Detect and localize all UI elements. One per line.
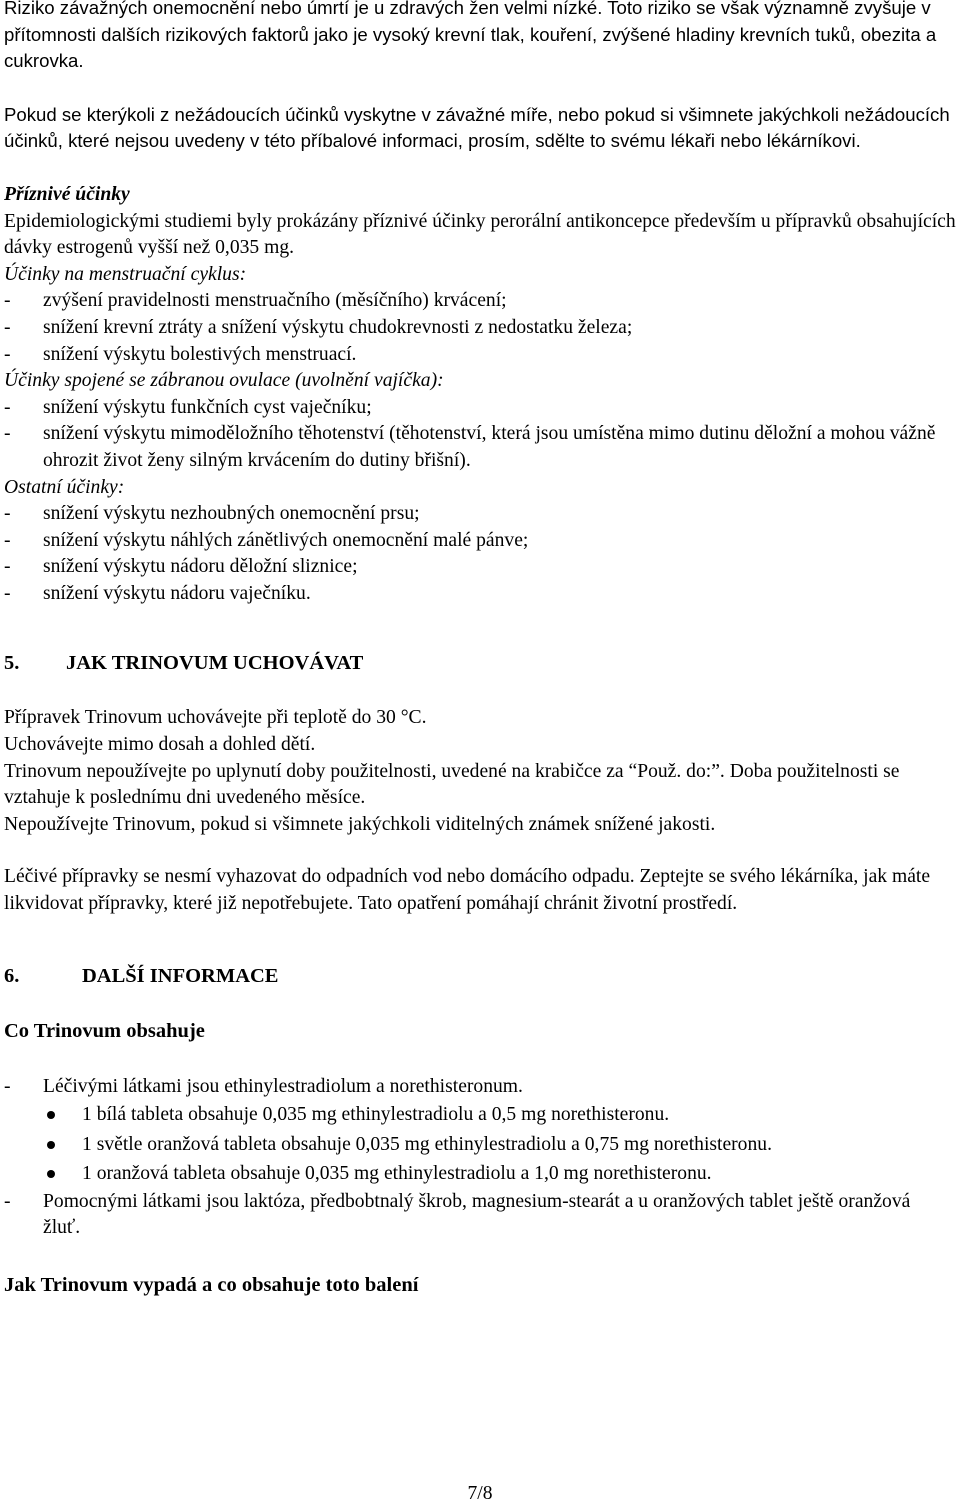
tablet-item: 1 oranžová tableta obsahuje 0,035 mg ethinylestradiolu a 1,0 mg norethisteronu. xyxy=(4,1159,956,1189)
contents-subtitle: Co Trinovum obsahuje xyxy=(4,1019,205,1042)
report-paragraph: Pokud se kterýkoli z nežádoucích účinků vyskytne v závažné míře, nebo pokud si všimnete jakýchkoli nežádoucích účinků, které nejsou uvedeny v této příbalové informaci, prosím, sdělte to svému lékaři nebo lékárníkovi. xyxy=(4,103,950,152)
page-number: 7/8 xyxy=(467,1483,493,1504)
list-item: - snížení výskytu mimoděložního těhotenství (těhotenství, která jsou umístěna mimo dutinu děložní a mohou vážně ohrozit život ženy silným krvácením do dutiny břišní). xyxy=(4,423,936,471)
bullet-icon xyxy=(47,1141,55,1149)
section-5-heading: 5. JAK TRINOVUM UCHOVÁVAT xyxy=(4,652,364,675)
group-label-ovulation: Účinky spojené se zábranou ovulace (uvolnění vajíčka): xyxy=(4,370,444,392)
document-page xyxy=(4,0,956,1299)
storage-line: Přípravek Trinovum uchovávejte při teplotě do 30 °C. xyxy=(4,707,427,729)
beneficial-intro: Epidemiologickými studiemi byly prokázány příznivé účinky perorální antikoncepce především u přípravků obsahujících dávky estrogenů vyšší než 0,035 mg. xyxy=(4,210,956,259)
bullet-icon xyxy=(47,1111,55,1119)
excipients: - Pomocnými látkami jsou laktóza, předbobtnalý škrob, magnesium-stearát a u oranžových tablet ještě oranžová žluť. xyxy=(4,1190,911,1239)
list-item: - zvýšení pravidelnosti menstruačního (měsíčního) krvácení; xyxy=(4,290,507,312)
active-substances: - Léčivými látkami jsou ethinylestradiolum a norethisteronum. xyxy=(4,1075,523,1097)
list-item: - snížení výskytu nezhoubných onemocnění prsu; xyxy=(4,503,420,525)
section-6-heading: 6. DALŠÍ INFORMACE xyxy=(4,964,279,987)
package-subtitle: Jak Trinovum vypadá a co obsahuje toto balení xyxy=(4,1273,419,1296)
group-label-other: Ostatní účinky: xyxy=(4,476,125,498)
beneficial-title: Příznivé účinky xyxy=(4,183,130,205)
list-item: - snížení výskytu nádoru děložní sliznice; xyxy=(4,556,358,578)
storage-line: Nepoužívejte Trinovum, pokud si všimnete jakýchkoli viditelných známek snížené jakosti. xyxy=(4,813,716,835)
tablet-item: 1 světle oranžová tableta obsahuje 0,035 mg ethinylestradiolu a 0,75 mg norethisteronu. xyxy=(4,1130,956,1160)
list-item: - snížení výskytu nádoru vaječníku. xyxy=(4,582,311,604)
group-label-menstrual: Účinky na menstruační cyklus: xyxy=(4,263,247,285)
list-item: - snížení výskytu náhlých zánětlivých onemocnění malé pánve; xyxy=(4,529,529,551)
disposal-paragraph: Léčivé přípravky se nesmí vyhazovat do odpadních vod nebo domácího odpadu. Zeptejte se svého lékárníka, jak máte likvidovat přípravky, které již nepotřebujete. Tato opatření pomáhají chránit životní prostředí. xyxy=(4,866,931,915)
risk-paragraph: Riziko závažných onemocnění nebo úmrtí je u zdravých žen velmi nízké. Toto riziko se však významně zvyšuje v přítomnosti dalších rizikových faktorů jako je vysoký krevní tlak, kouření, zvýšené hladiny krevních tuků, obezita a cukrovka. xyxy=(4,0,937,72)
tablet-item: 1 bílá tableta obsahuje 0,035 mg ethinylestradiolu a 0,5 mg norethisteronu. xyxy=(4,1100,956,1130)
list-item: - snížení výskytu bolestivých menstruací. xyxy=(4,343,357,365)
bullet-icon xyxy=(47,1170,55,1178)
storage-line: Uchovávejte mimo dosah a dohled dětí. xyxy=(4,734,316,756)
storage-line: Trinovum nepoužívejte po uplynutí doby použitelnosti, uvedené na krabičce za “Použ. do:”. Doba použitelnosti se vztahuje k poslednímu dni uvedeného měsíce. xyxy=(4,760,900,809)
list-item: - snížení výskytu funkčních cyst vaječníku; xyxy=(4,396,372,418)
list-item: - snížení krevní ztráty a snížení výskytu chudokrevnosti z nedostatku železa; xyxy=(4,316,633,338)
